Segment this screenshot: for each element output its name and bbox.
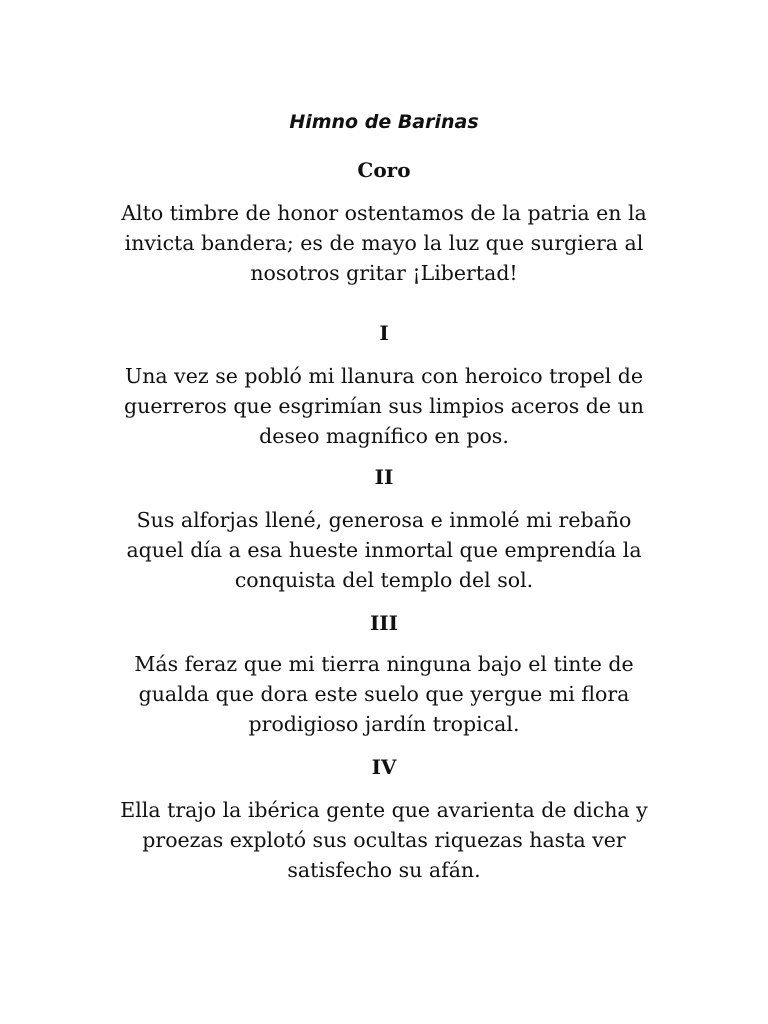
- verse-line: guerreros que esgrimían sus limpios aceros de un: [124, 394, 644, 418]
- section-heading-coro: Coro: [357, 158, 411, 182]
- document-title: Himno de Barinas: [289, 111, 479, 133]
- verse-line: gualda que dora este suelo que yergue mi flora: [138, 682, 630, 706]
- verse-ii: [84, 505, 684, 595]
- verse-line: satisfecho su afán.: [287, 858, 481, 882]
- verse-coro: [84, 198, 684, 288]
- verse-line: deseo magnífico en pos.: [259, 424, 509, 448]
- verse-line: conquista del templo del sol.: [234, 568, 534, 592]
- verse-line: Alto timbre de honor ostentamos de la patria en la: [121, 201, 647, 225]
- verse-i: [84, 361, 684, 451]
- verse-line: nosotros gritar ¡Libertad!: [250, 261, 518, 285]
- verse-iii: [84, 649, 684, 739]
- section-heading-iv: IV: [371, 755, 397, 779]
- section-heading-ii: II: [374, 465, 394, 489]
- verse-iv: [84, 795, 684, 885]
- verse-line: Ella trajo la ibérica gente que avarienta de dicha y: [120, 798, 648, 822]
- verse-line: Sus alforjas llené, generosa e inmolé mi rebaño: [136, 508, 632, 532]
- verse-line: Una vez se pobló mi llanura con heroico tropel de: [124, 364, 644, 388]
- section-heading-iii: III: [369, 611, 399, 635]
- verse-line: invicta bandera; es de mayo la luz que surgiera al: [124, 231, 644, 255]
- verse-line: prodigioso jardín tropical.: [248, 712, 520, 736]
- section-heading-i: I: [379, 321, 389, 345]
- verse-line: proezas explotó sus ocultas riquezas hasta ver: [142, 828, 626, 852]
- verse-line: Más feraz que mi tierra ninguna bajo el tinte de: [134, 652, 634, 676]
- verse-line: aquel día a esa hueste inmortal que emprendía la: [126, 538, 642, 562]
